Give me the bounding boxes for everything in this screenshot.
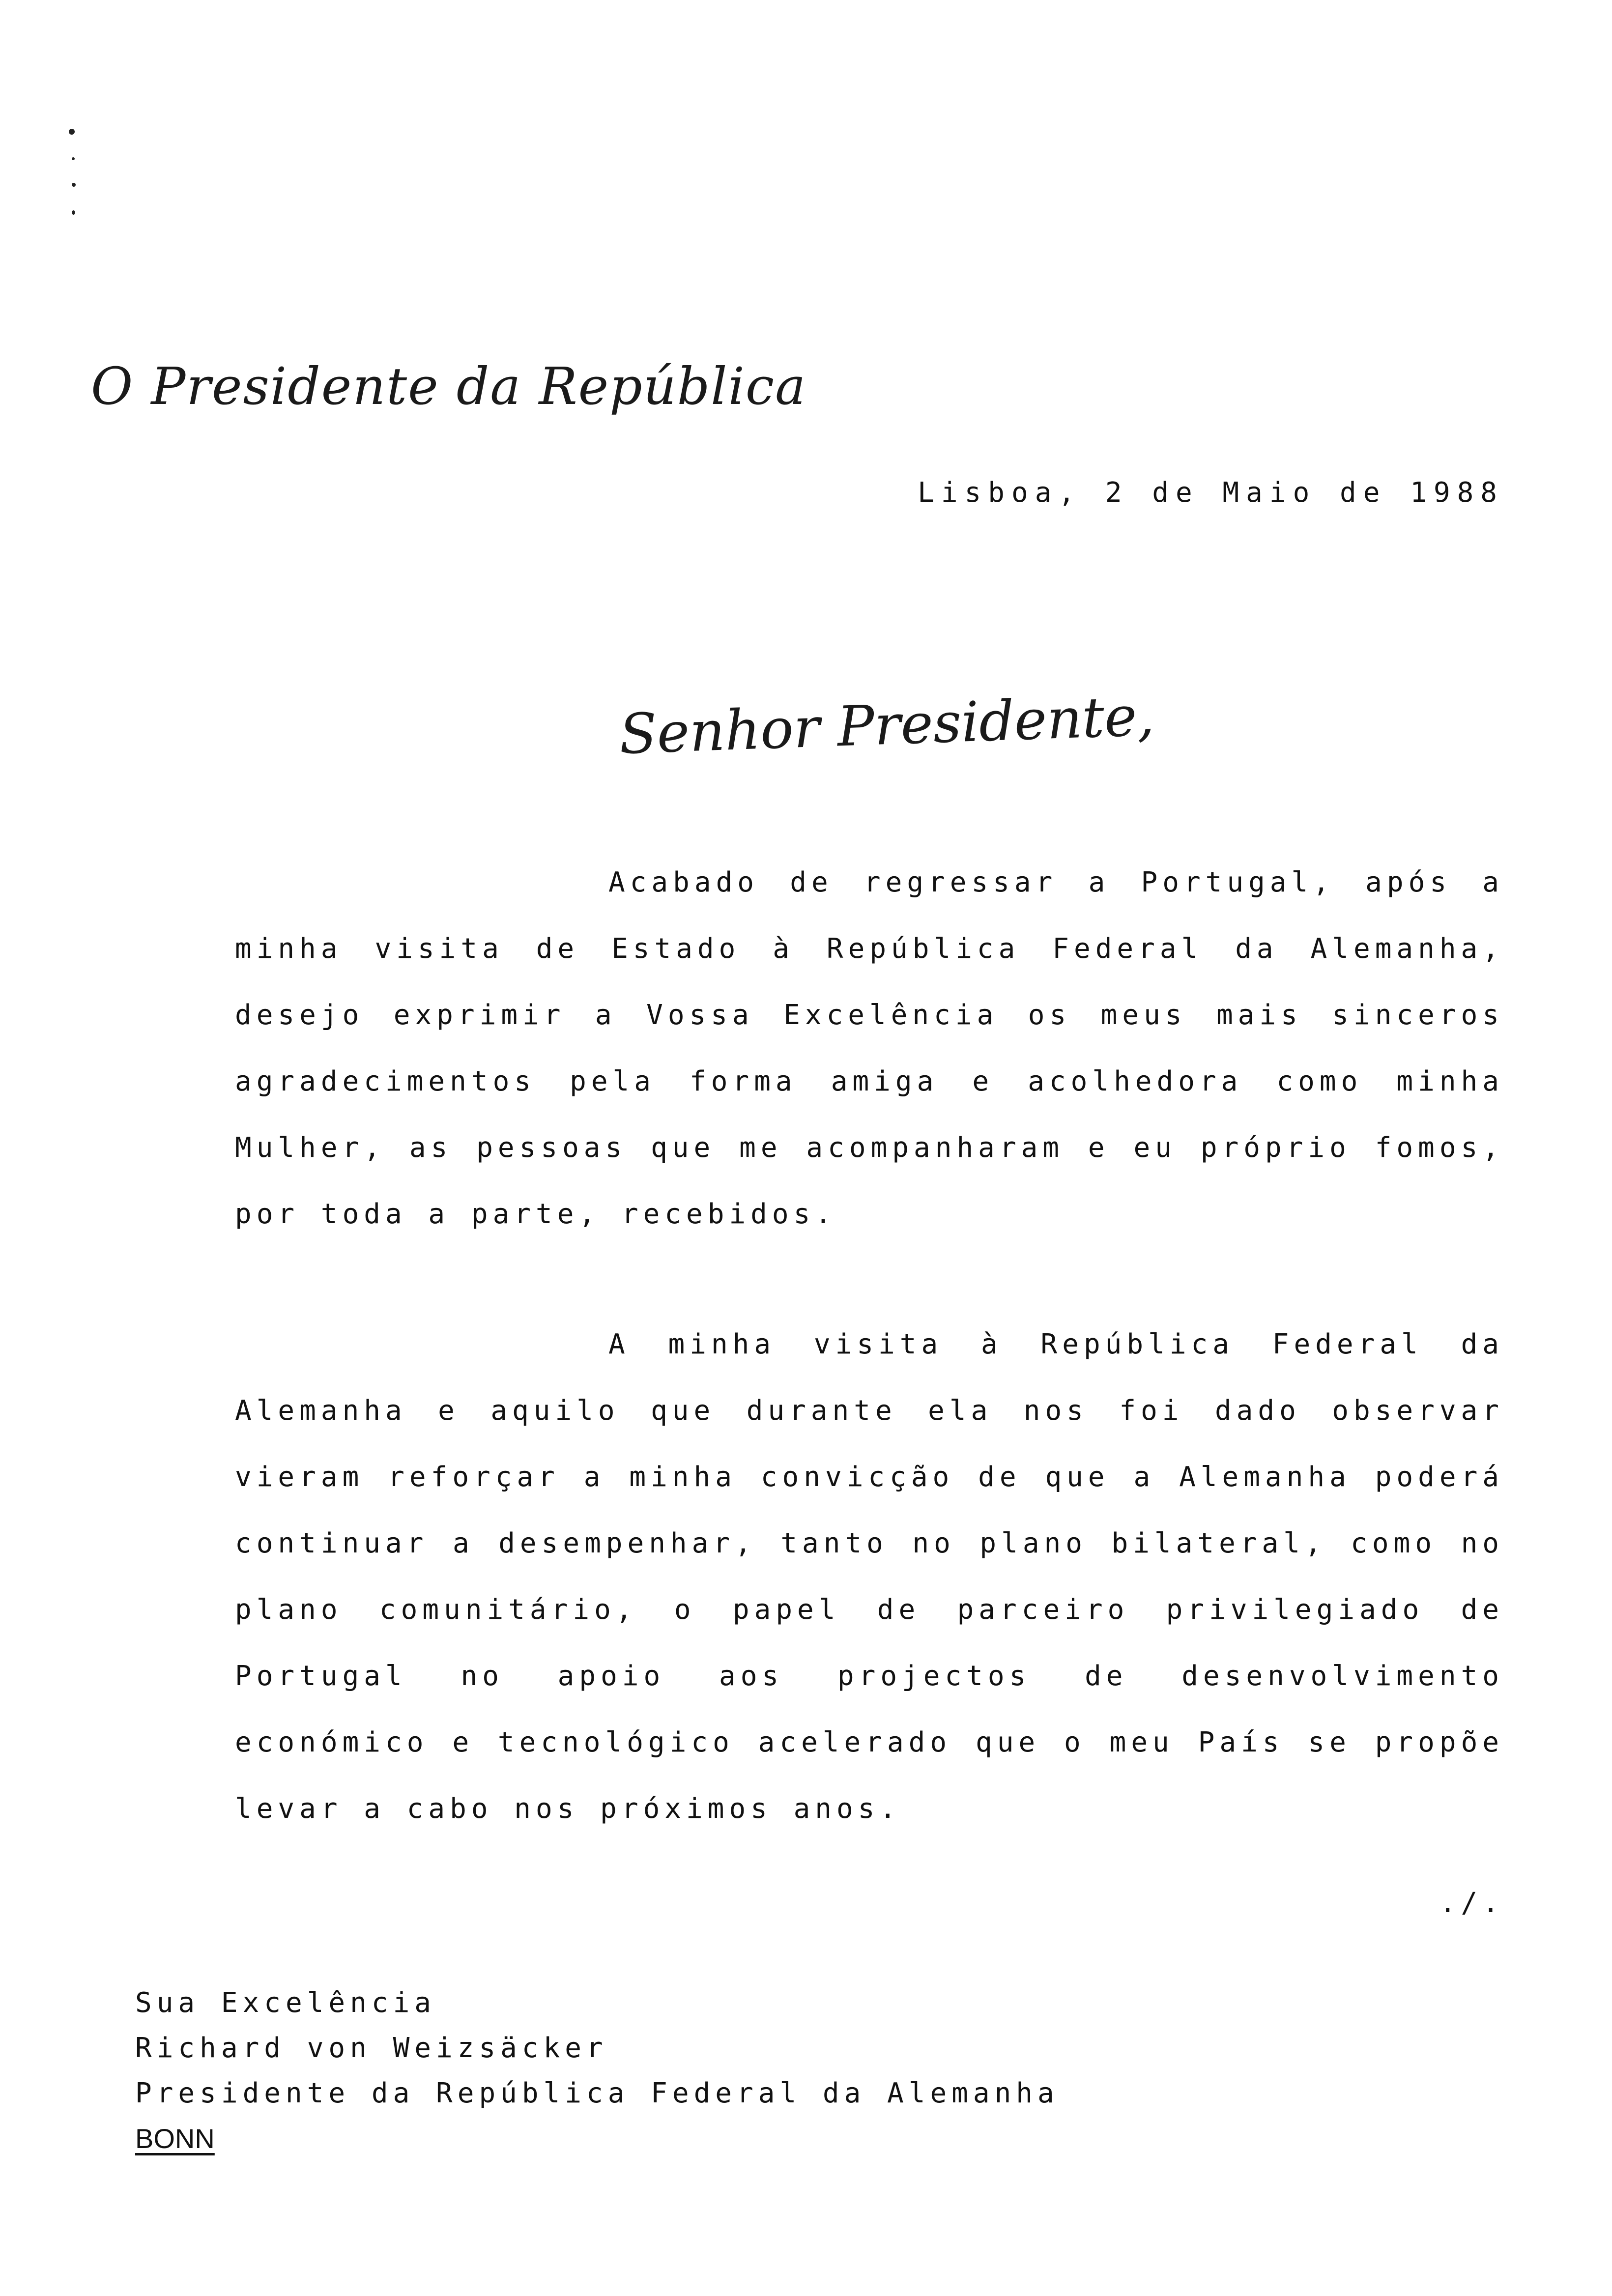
scan-speck: [72, 183, 76, 187]
addressee-title: Sua Excelência: [135, 1987, 436, 2019]
continuation-mark: ./.: [1439, 1887, 1504, 1919]
scan-speck: [72, 157, 75, 160]
addressee-name: Richard von Weizsäcker: [135, 2032, 608, 2064]
handwritten-salutation: Senhor Presidente,: [618, 684, 1155, 767]
letter-body-paragraph-1: [235, 849, 1504, 1247]
paragraph-text: Acabado de regressar a Portugal, após a minha visita de Estado à República Federal da Alemanha, desejo exprimir a Vossa Excelência os meus mais sinceros agradecimentos pela forma amiga e acolhedora como minha Mulher, as pessoas que me acompanharam e eu próprio fomos, por toda a parte, recebidos.: [235, 866, 1504, 1230]
scan-speck: [69, 129, 75, 135]
addressee-city: BONN: [135, 2123, 215, 2154]
letter-body-paragraph-2: [235, 1311, 1504, 1842]
place-date: Lisboa, 2 de Maio de 1988: [918, 477, 1504, 509]
scan-speck: [72, 210, 75, 215]
paragraph-text: A minha visita à República Federal da Alemanha e aquilo que durante ela nos foi dado observar vieram reforçar a minha convicção de que a Alemanha poderá continuar a desempenhar, tanto no plano bilateral, como no plano comunitário, o papel de parceiro privilegiado de Portugal no apoio aos projectos de desenvolvimento económico e tecnológico acelerado que o meu País se propõe levar a cabo nos próximos anos.: [235, 1328, 1504, 1825]
addressee-block: [135, 1980, 1059, 2161]
letterhead: O Presidente da República: [91, 356, 807, 416]
addressee-position: Presidente da República Federal da Alemanha: [135, 2077, 1059, 2109]
